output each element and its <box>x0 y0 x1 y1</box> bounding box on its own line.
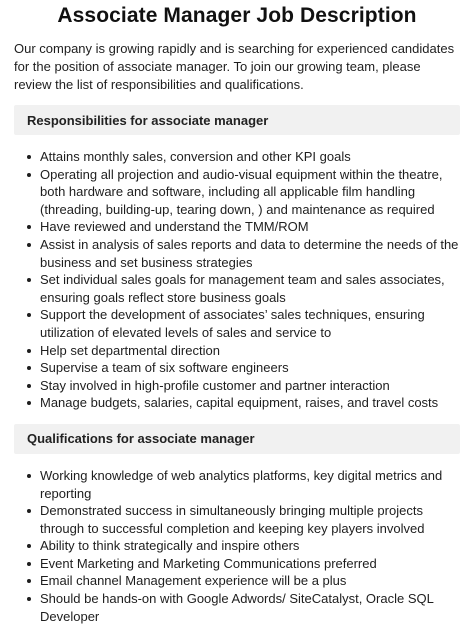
list-item: Assist in analysis of sales reports and data to determine the needs of the business and set business strategies <box>40 236 459 270</box>
list-item: Set individual sales goals for management team and sales associates, ensuring goals reflect store business goals <box>40 271 460 306</box>
responsibilities-header <box>14 105 460 135</box>
qualifications-list <box>14 467 460 625</box>
list-item: Support the development of associates’ sales techniques, ensuring utilization of elevated levels of sales and service to <box>40 306 460 341</box>
list-item: Stay involved in high-profile customer and partner interaction <box>40 377 460 395</box>
qualifications-heading: Qualifications for associate manager <box>27 431 255 447</box>
list-item: Event Marketing and Marketing Communications preferred <box>40 555 460 573</box>
list-item: Supervise a team of six software engineers <box>40 359 460 377</box>
list-item: Manage budgets, salaries, capital equipment, raises, and travel costs <box>40 394 460 412</box>
responsibilities-list <box>14 148 460 412</box>
list-item: Should be hands-on with Google Adwords/ SiteCatalyst, Oracle SQL Developer <box>40 590 460 625</box>
list-item: Demonstrated success in simultaneously bringing multiple projects through to successful completion and keeping key players involved <box>40 502 460 537</box>
list-item: Attains monthly sales, conversion and other KPI goals <box>40 148 460 166</box>
qualifications-header <box>14 424 460 454</box>
list-item: Working knowledge of web analytics platforms, key digital metrics and reporting <box>40 467 460 502</box>
responsibilities-heading: Responsibilities for associate manager <box>27 112 269 128</box>
page-title: Associate Manager Job Description <box>57 4 417 27</box>
list-item: Have reviewed and understand the TMM/ROM <box>40 218 460 236</box>
intro-paragraph: Our company is growing rapidly and is searching for experienced candidates for the position of associate manager. To join our growing team, please review the list of responsibilities and qualifications. <box>14 41 455 92</box>
list-item: Help set departmental direction <box>40 342 460 360</box>
list-item: Ability to think strategically and inspire others <box>40 537 460 555</box>
list-item: Email channel Management experience will be a plus <box>40 572 460 590</box>
list-item: Operating all projection and audio-visual equipment within the theatre, both hardware and software, including all applicable film handling (threading, building-up, tearing down, ) and maintenance as required <box>40 166 460 219</box>
